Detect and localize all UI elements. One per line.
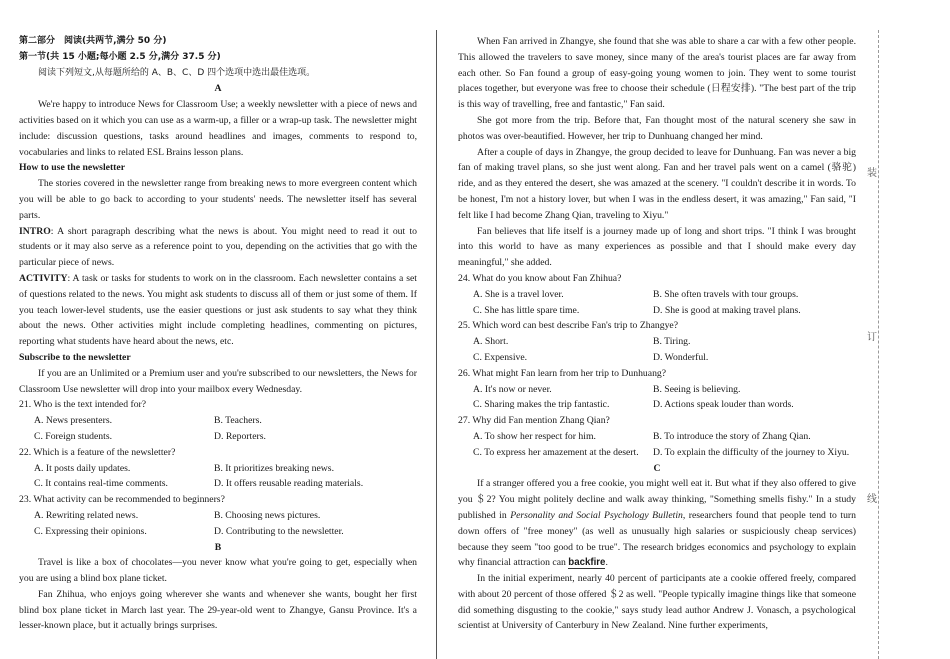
question-options: [19, 461, 417, 493]
binding-label: 装: [867, 164, 877, 179]
activity-text: : A task or tasks for students to work on in the classroom. Each newsletter contains a set of questions related to the news. You might ask students to discuss all of them or just some of them. If you teach lower-level students, use the easier questions or just ask students to say what they think about the news. Other activities might include completing headlines, commenting on pictures, reporting what students have heard about the news, etc.: [19, 272, 417, 348]
question-stem: 26. What might Fan learn from her trip to Dunhuang?: [458, 367, 667, 379]
option-c[interactable]: C. Expensive.: [473, 351, 528, 363]
question-stem: 21. Who is the text intended for?: [19, 399, 147, 411]
binding-label: 订: [867, 328, 877, 343]
option-c[interactable]: C. She has little spare time.: [473, 304, 580, 316]
paragraph: Travel is like a box of chocolates—you never know what you're going to get, especially when you are using a blind box plane ticket.: [19, 557, 417, 585]
question-options: [458, 334, 856, 366]
option-a[interactable]: A. It posts daily updates.: [34, 462, 131, 474]
question-options: [458, 287, 856, 319]
option-b[interactable]: B. To introduce the story of Zhang Qian.: [653, 430, 811, 442]
option-b[interactable]: B. Tiring.: [653, 336, 691, 348]
option-b[interactable]: B. Choosing news pictures.: [214, 509, 321, 521]
left-column: [19, 34, 417, 634]
intro-label: INTRO: [19, 225, 51, 237]
paragraph: [458, 476, 856, 571]
option-d[interactable]: D. She is good at making travel plans.: [653, 304, 801, 316]
option-d[interactable]: D. Actions speak louder than words.: [653, 399, 794, 411]
question-stem: 23. What activity can be recommended to beginners?: [19, 494, 225, 506]
paragraph: After a couple of days in Zhangye, the group decided to leave for Dunhuang. Fan was never a big fan of making travel plans, so she just went along. Fan and her travel pals went on a camel (骆驼) ride, and as they entered the desert, she was amazed at the scenery. "I couldn't describe it in words. To be honest, I'm not a history lover, but when I was in the endless desert, it was amazing," Fan said, "I felt like I had become Zhang Qian, traveling to Xiyu.": [458, 146, 856, 221]
option-b[interactable]: B. It prioritizes breaking news.: [214, 462, 334, 474]
binding-label: 线: [867, 490, 877, 505]
text: If a stranger offered you a free cookie, you might well eat it. But what if they also offered to give you ＄2? You might politely decline and walk away thinking, "Something smells fishy." In a study published in: [458, 478, 856, 521]
binding-line: [878, 30, 879, 659]
paragraph-intro: [19, 224, 417, 271]
section-heading: 第一节(共 15 小题;每小题 2.5 分,满分 37.5 分): [19, 51, 221, 62]
option-a[interactable]: A. News presenters.: [34, 415, 113, 427]
option-c[interactable]: C. To express her amazement at the desert.: [473, 446, 639, 458]
paragraph: The stories covered in the newsletter range from breaking news to more evergreen content which you will be able to go back to according to your students' needs. The newsletter itself has several parts.: [19, 178, 417, 221]
intro-text: : A short paragraph describing what the news is about. You might need to read it out to students or it may also serve as a reference point to you, depending on the activities that go with the particular piece of news.: [19, 225, 417, 269]
passage-c-label: C: [653, 462, 661, 474]
underlined-keyword: backfire: [568, 557, 606, 569]
paragraph: When Fan arrived in Zhangye, she found that she was able to share a car with a few other people. This allowed the travelers to save money, since many of the area's tourist places are far away from each other. So Fan found a group of easy-going young women to join. They went to some tourist places together, but everyone was free to choose their schedule (日程安排). "The best part of the trip is this way of travelling, free and fantastic," Fan said.: [458, 36, 856, 111]
question-stem: 24. What do you know about Fan Zhihua?: [458, 272, 622, 284]
option-a[interactable]: A. Rewriting related news.: [34, 509, 139, 521]
passage-a-label: A: [214, 83, 222, 95]
question-stem: 25. Which word can best describe Fan's trip to Zhangye?: [458, 320, 679, 332]
option-c[interactable]: C. Foreign students.: [34, 430, 113, 442]
part-heading: 第二部分 阅读(共两节,满分 50 分): [19, 36, 167, 46]
question-options: [458, 429, 856, 461]
paragraph-activity: [19, 271, 417, 350]
option-a[interactable]: A. Short.: [473, 336, 509, 348]
option-b[interactable]: B. She often travels with tour groups.: [653, 288, 799, 300]
option-b[interactable]: B. Seeing is believing.: [653, 383, 741, 395]
option-c[interactable]: C. It contains real-time comments.: [34, 478, 168, 490]
question-options: [19, 413, 417, 445]
option-d[interactable]: D. Reporters.: [214, 430, 266, 442]
activity-label: ACTIVITY: [19, 272, 68, 284]
option-a[interactable]: A. To show her respect for him.: [473, 430, 596, 442]
passage-b-label: B: [214, 541, 222, 553]
option-d[interactable]: D. To explain the difficulty of the journey to Xiyu.: [653, 446, 850, 458]
option-b[interactable]: B. Teachers.: [214, 415, 262, 427]
paragraph: In the initial experiment, nearly 40 percent of participants ate a cookie offered freely, compared with about 20 percent of those offered ＄2 as well. "People typically imagine things like that someone did something disgusting to the cookie," says study lead author Andrew J. Vonasch, a psychological scientist at University of Canterbury in New Zealand. Nine further experiments,: [458, 573, 856, 632]
instruction: 阅读下列短文,从每题所给的 A、B、C、D 四个选项中选出最佳选项。: [38, 67, 316, 78]
text: .: [605, 557, 608, 569]
paragraph: If you are an Unlimited or a Premium user and you're subscribed to our newsletters, the News for Classroom Use newsletter will drop into your mailbox every Wednesday.: [19, 367, 417, 395]
subheading: How to use the newsletter: [19, 162, 125, 174]
paragraph: Fan believes that life itself is a journey made up of long and short trips. "I think I was brought into this world to have as many experiences as possible and that I should make every day meaningful," she added.: [458, 225, 856, 269]
right-column: [458, 34, 856, 634]
question-options: [458, 382, 856, 414]
paragraph: She got more from the trip. Before that, Fan thought most of the natural scenery she saw in photos was over-beautified. However, her trip to Dunhuang changed her mind.: [458, 114, 856, 142]
option-d[interactable]: D. Wonderful.: [653, 351, 709, 363]
option-d[interactable]: D. Contributing to the newsletter.: [214, 525, 344, 537]
question-stem: 27. Why did Fan mention Zhang Qian?: [458, 415, 610, 427]
option-a[interactable]: A. She is a travel lover.: [473, 288, 564, 300]
paragraph: Fan Zhihua, who enjoys going wherever she wants and whenever she wants, bought her first blind box plane ticket in March last year. The 29-year-old went to Zhangye, Gansu Province. It's a lesser-known place, but it actually brings surprises.: [19, 588, 417, 632]
option-d[interactable]: D. It offers reusable reading materials.: [214, 478, 364, 490]
option-a[interactable]: A. It's now or never.: [473, 383, 552, 395]
option-c[interactable]: C. Sharing makes the trip fantastic.: [473, 399, 610, 411]
question-options: [19, 508, 417, 540]
paragraph: We're happy to introduce News for Classroom Use; a weekly newsletter with a piece of news and activities based on it which you can use as a warm-up, a filler or a wrap-up task. The newsletter might include: discussion questions, tasks around headlines and images, comments to respond to, vocabularies and links to related ESL Brains lesson plans.: [19, 99, 417, 158]
journal-title: Personality and Social Psychology Bulletin: [510, 509, 683, 521]
question-stem: 22. Which is a feature of the newsletter?: [19, 446, 176, 458]
option-c[interactable]: C. Expressing their opinions.: [34, 525, 147, 537]
text: , researchers found that people tend to turn down offers of "free money" (as well as unusually high salaries or suspiciously cheap services) because they seem "too good to be true". The research bridges economics and psychology to explain why financial attraction can: [458, 509, 856, 569]
subheading: Subscribe to the newsletter: [19, 351, 131, 363]
column-divider: [436, 30, 437, 659]
